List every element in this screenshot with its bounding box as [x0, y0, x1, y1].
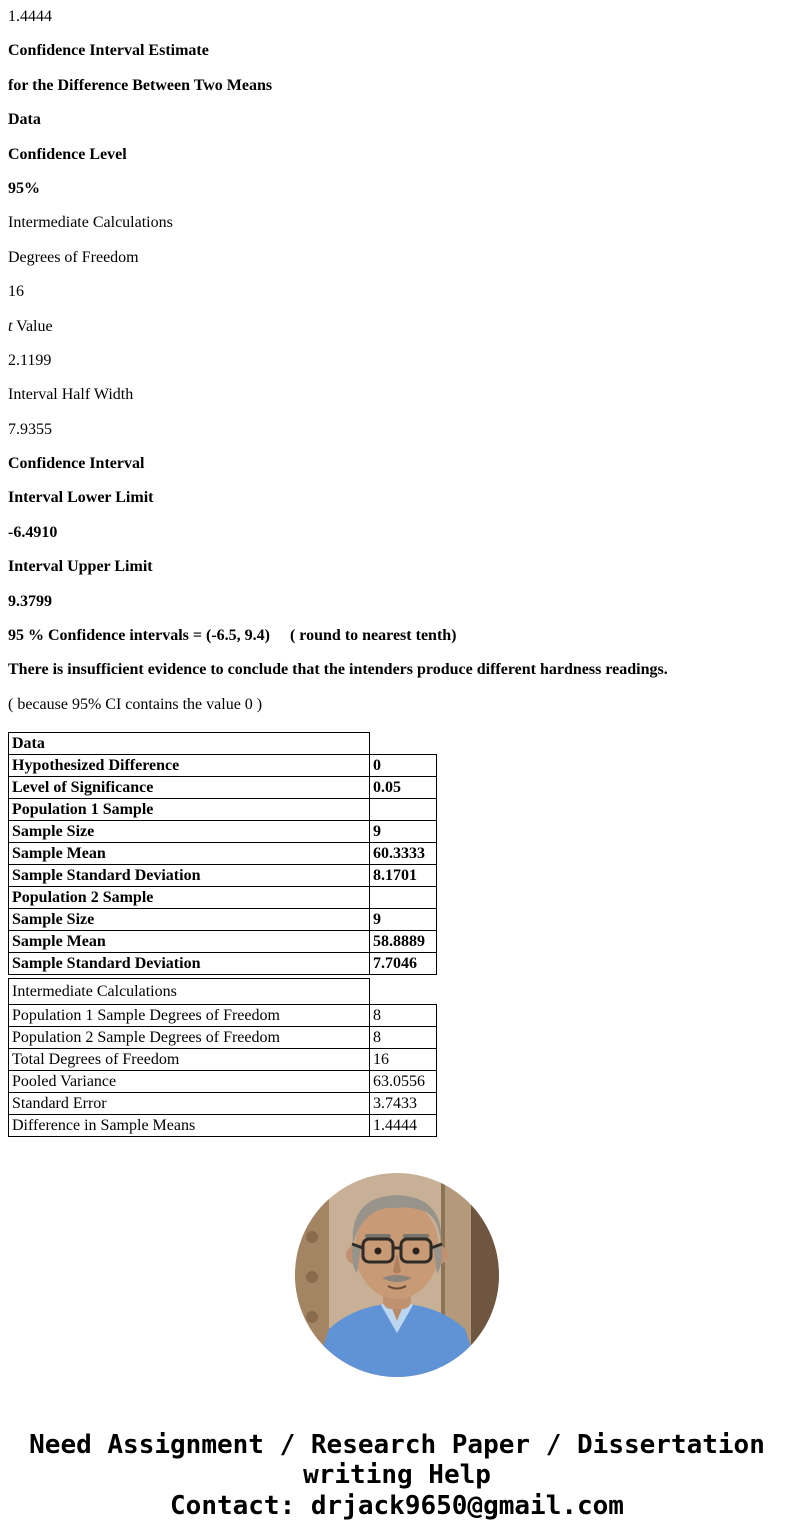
table-cell-value: 58.8889	[370, 931, 437, 953]
table-cell-label: Population 2 Sample	[9, 887, 370, 909]
paragraph: Confidence Interval	[8, 455, 145, 473]
photo-container	[8, 1173, 786, 1382]
table-row	[9, 733, 437, 755]
paragraph: 16	[8, 283, 24, 301]
table-cell-label: Sample Mean	[9, 843, 370, 865]
table-row	[9, 931, 437, 953]
paragraph: Confidence Interval Estimate	[8, 42, 209, 60]
paragraph: 9.3799	[8, 592, 52, 610]
calculation-table-section	[8, 732, 786, 1137]
text-block	[8, 8, 786, 714]
paragraph: ( because 95% CI contains the value 0 )	[8, 695, 263, 713]
table-row	[9, 887, 437, 909]
table-cell-value: 0.05	[370, 777, 437, 799]
table-row	[9, 1049, 437, 1071]
paragraph: Confidence Level	[8, 145, 127, 163]
table-row	[9, 865, 437, 887]
table-row	[9, 1071, 437, 1093]
table-row	[9, 953, 437, 975]
table-cell-label: Hypothesized Difference	[9, 755, 370, 777]
table-row	[9, 1027, 437, 1049]
table-row	[9, 979, 437, 1005]
table-cell-label: Pooled Variance	[9, 1071, 370, 1093]
intermediate-calculations-table	[8, 978, 437, 1137]
table-cell-value: 8	[370, 1027, 437, 1049]
paragraph: Interval Half Width	[8, 386, 134, 404]
table-cell-value: 60.3333	[370, 843, 437, 865]
paragraph: -6.4910	[8, 523, 58, 541]
profile-photo	[295, 1173, 499, 1377]
table-cell-value: 9	[370, 821, 437, 843]
paragraph: 2.1199	[8, 351, 52, 369]
table-row	[9, 909, 437, 931]
table-row	[9, 1093, 437, 1115]
table-cell-value	[370, 979, 437, 1005]
paragraph: 1.4444	[8, 8, 52, 25]
paragraph: Interval Upper Limit	[8, 558, 153, 576]
table-cell-label: Sample Standard Deviation	[9, 865, 370, 887]
table-cell-value	[370, 887, 437, 909]
data-table	[8, 732, 437, 975]
paragraph: 7.9355	[8, 420, 52, 438]
paragraph: for the Difference Between Two Means	[8, 76, 273, 94]
table-cell-value: 16	[370, 1049, 437, 1071]
table-cell-label: Sample Size	[9, 909, 370, 931]
table-cell-label: Total Degrees of Freedom	[9, 1049, 370, 1071]
paragraph: Interval Lower Limit	[8, 489, 154, 507]
table-cell-value: 9	[370, 909, 437, 931]
table-cell-value: 8.1701	[370, 865, 437, 887]
paragraph: Data	[8, 111, 41, 129]
table-row	[9, 755, 437, 777]
paragraph: Intermediate Calculations	[8, 214, 173, 232]
paragraph: There is insufficient evidence to conclude that the intenders produce different hardness readings.	[8, 661, 668, 679]
table-cell-label: Sample Standard Deviation	[9, 953, 370, 975]
table-cell-label: Sample Size	[9, 821, 370, 843]
paragraph: Degrees of Freedom	[8, 248, 139, 266]
table-cell-value	[370, 799, 437, 821]
paragraph: 95%	[8, 179, 40, 197]
paragraph	[8, 318, 786, 336]
table-cell-label: Population 1 Sample Degrees of Freedom	[9, 1005, 370, 1027]
table-cell-value: 8	[370, 1005, 437, 1027]
table-cell-label: Data	[9, 733, 370, 755]
footer-heading: Need Assignment / Research Paper / Dissertation writing Help	[29, 1430, 765, 1491]
table-cell-label: Sample Mean	[9, 931, 370, 953]
table-cell-label: Intermediate Calculations	[9, 979, 370, 1005]
table-cell-value: 63.0556	[370, 1071, 437, 1093]
table-cell-value: 0	[370, 755, 437, 777]
table-cell-value: 3.7433	[370, 1093, 437, 1115]
table-row	[9, 777, 437, 799]
footer	[8, 1430, 786, 1520]
table-row	[9, 1115, 437, 1137]
table-row	[9, 1005, 437, 1027]
table-cell-label: Level of Significance	[9, 777, 370, 799]
table-cell-label: Difference in Sample Means	[9, 1115, 370, 1137]
table-row	[9, 843, 437, 865]
table-cell-value: 7.7046	[370, 953, 437, 975]
table-cell-label: Standard Error	[9, 1093, 370, 1115]
table-row	[9, 799, 437, 821]
footer-contact: Contact: drjack9650@gmail.com	[170, 1490, 624, 1521]
paragraph: 95 % Confidence intervals = (-6.5, 9.4) ( round to nearest tenth)	[8, 627, 457, 645]
italic-term: t	[8, 317, 13, 335]
table-cell-value	[370, 733, 437, 755]
paragraph-text: Value	[12, 317, 53, 335]
table-cell-label: Population 1 Sample	[9, 799, 370, 821]
table-cell-value: 1.4444	[370, 1115, 437, 1137]
table-cell-label: Population 2 Sample Degrees of Freedom	[9, 1027, 370, 1049]
table-row	[9, 821, 437, 843]
